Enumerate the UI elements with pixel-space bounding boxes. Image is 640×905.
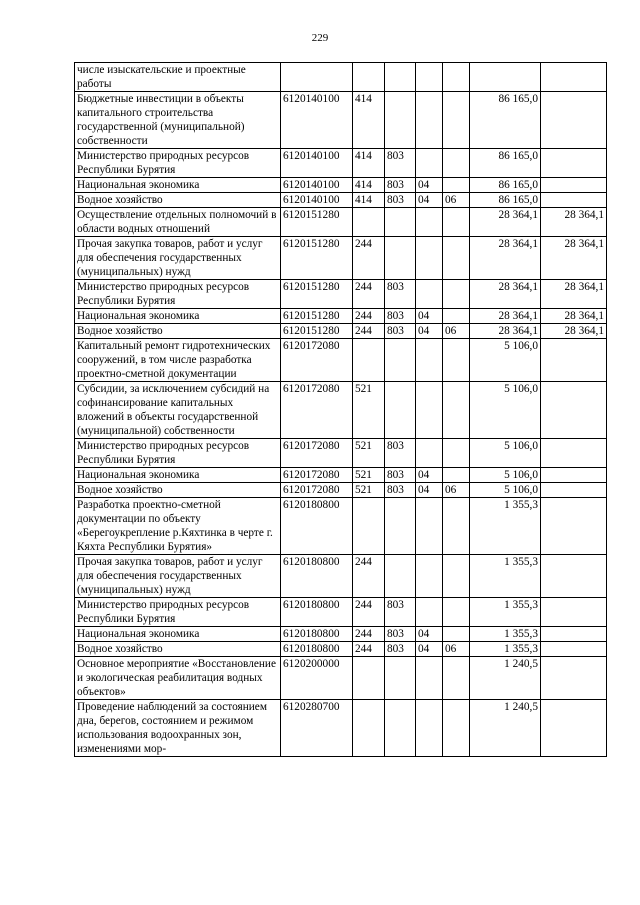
table-row bbox=[75, 324, 607, 339]
table-row bbox=[75, 598, 607, 627]
target-article-cell: 6120180800 bbox=[281, 555, 353, 598]
row-name-cell: Национальная экономика bbox=[75, 468, 281, 483]
row-name-cell: Водное хозяйство bbox=[75, 642, 281, 657]
amount-total-cell: 28 364,1 bbox=[470, 237, 541, 280]
table-row bbox=[75, 483, 607, 498]
amount-total-cell: 1 240,5 bbox=[470, 657, 541, 700]
amount-subvention-cell bbox=[541, 339, 607, 382]
table-row bbox=[75, 468, 607, 483]
table-row bbox=[75, 237, 607, 280]
expense-type-cell: 414 bbox=[353, 193, 385, 208]
expense-type-cell: 521 bbox=[353, 468, 385, 483]
ministry-code-cell bbox=[385, 63, 416, 92]
ministry-code-cell: 803 bbox=[385, 178, 416, 193]
row-name-cell: Водное хозяйство bbox=[75, 324, 281, 339]
amount-subvention-cell bbox=[541, 149, 607, 178]
row-name-cell: Национальная экономика bbox=[75, 627, 281, 642]
amount-subvention-cell bbox=[541, 657, 607, 700]
subsection-cell bbox=[443, 598, 470, 627]
amount-total-cell: 28 364,1 bbox=[470, 208, 541, 237]
ministry-code-cell bbox=[385, 382, 416, 439]
table-row bbox=[75, 193, 607, 208]
amount-subvention-cell bbox=[541, 642, 607, 657]
ministry-code-cell: 803 bbox=[385, 627, 416, 642]
table-row bbox=[75, 149, 607, 178]
row-name-cell: Водное хозяйство bbox=[75, 483, 281, 498]
amount-subvention-cell bbox=[541, 63, 607, 92]
amount-subvention-cell bbox=[541, 178, 607, 193]
subsection-cell bbox=[443, 382, 470, 439]
expense-type-cell bbox=[353, 657, 385, 700]
amount-subvention-cell bbox=[541, 483, 607, 498]
target-article-cell: 6120151280 bbox=[281, 237, 353, 280]
page-number: 229 bbox=[311, 32, 329, 44]
ministry-code-cell bbox=[385, 700, 416, 757]
ministry-code-cell bbox=[385, 339, 416, 382]
ministry-code-cell: 803 bbox=[385, 324, 416, 339]
ministry-code-cell: 803 bbox=[385, 193, 416, 208]
subsection-cell bbox=[443, 339, 470, 382]
target-article-cell: 6120140100 bbox=[281, 92, 353, 149]
amount-subvention-cell: 28 364,1 bbox=[541, 208, 607, 237]
row-name-cell: Разработка проектно-сметной документации по объекту «Берегоукрепление р.Кяхтинка в черте г. Кяхта Республики Бурятия» bbox=[75, 498, 281, 555]
section-cell bbox=[416, 280, 443, 309]
row-name-cell: Субсидии, за исключением субсидий на софинансирование капитальных вложений в объекты государственной (муниципальной) собственности bbox=[75, 382, 281, 439]
amount-subvention-cell bbox=[541, 627, 607, 642]
amount-total-cell: 1 355,3 bbox=[470, 627, 541, 642]
subsection-cell bbox=[443, 657, 470, 700]
section-cell: 04 bbox=[416, 178, 443, 193]
expense-type-cell: 244 bbox=[353, 309, 385, 324]
expense-type-cell: 244 bbox=[353, 237, 385, 280]
target-article-cell: 6120140100 bbox=[281, 178, 353, 193]
ministry-code-cell bbox=[385, 498, 416, 555]
subsection-cell: 06 bbox=[443, 642, 470, 657]
budget-table-body bbox=[75, 63, 607, 757]
target-article-cell: 6120180800 bbox=[281, 598, 353, 627]
expense-type-cell: 521 bbox=[353, 483, 385, 498]
ministry-code-cell: 803 bbox=[385, 439, 416, 468]
amount-subvention-cell bbox=[541, 555, 607, 598]
table-row bbox=[75, 627, 607, 642]
target-article-cell: 6120172080 bbox=[281, 382, 353, 439]
subsection-cell bbox=[443, 92, 470, 149]
budget-table bbox=[74, 62, 607, 757]
section-cell: 04 bbox=[416, 642, 443, 657]
amount-total-cell: 28 364,1 bbox=[470, 324, 541, 339]
section-cell bbox=[416, 657, 443, 700]
amount-subvention-cell bbox=[541, 382, 607, 439]
amount-total-cell: 86 165,0 bbox=[470, 193, 541, 208]
row-name-cell: Министерство природных ресурсов Республики Бурятия bbox=[75, 598, 281, 627]
subsection-cell bbox=[443, 237, 470, 280]
amount-total-cell: 86 165,0 bbox=[470, 149, 541, 178]
amount-total-cell: 1 355,3 bbox=[470, 598, 541, 627]
subsection-cell: 06 bbox=[443, 193, 470, 208]
ministry-code-cell bbox=[385, 237, 416, 280]
ministry-code-cell bbox=[385, 92, 416, 149]
expense-type-cell: 244 bbox=[353, 555, 385, 598]
row-name-cell: Бюджетные инвестиции в объекты капитального строительства государственной (муниципальной) собственности bbox=[75, 92, 281, 149]
section-cell bbox=[416, 700, 443, 757]
amount-total-cell: 1 355,3 bbox=[470, 555, 541, 598]
section-cell: 04 bbox=[416, 627, 443, 642]
subsection-cell bbox=[443, 63, 470, 92]
target-article-cell: 6120172080 bbox=[281, 483, 353, 498]
subsection-cell bbox=[443, 627, 470, 642]
row-name-cell: Министерство природных ресурсов Республики Бурятия bbox=[75, 149, 281, 178]
subsection-cell bbox=[443, 468, 470, 483]
row-name-cell: Национальная экономика bbox=[75, 178, 281, 193]
table-row bbox=[75, 657, 607, 700]
table-row bbox=[75, 339, 607, 382]
section-cell bbox=[416, 63, 443, 92]
subsection-cell bbox=[443, 208, 470, 237]
table-row bbox=[75, 700, 607, 757]
section-cell bbox=[416, 382, 443, 439]
amount-subvention-cell bbox=[541, 193, 607, 208]
amount-subvention-cell bbox=[541, 468, 607, 483]
expense-type-cell: 244 bbox=[353, 627, 385, 642]
ministry-code-cell: 803 bbox=[385, 598, 416, 627]
expense-type-cell: 244 bbox=[353, 642, 385, 657]
target-article-cell: 6120200000 bbox=[281, 657, 353, 700]
section-cell bbox=[416, 598, 443, 627]
amount-subvention-cell bbox=[541, 92, 607, 149]
section-cell: 04 bbox=[416, 324, 443, 339]
expense-type-cell: 244 bbox=[353, 280, 385, 309]
row-name-cell: Основное мероприятие «Восстановление и экологическая реабилитация водных объектов» bbox=[75, 657, 281, 700]
target-article-cell: 6120140100 bbox=[281, 149, 353, 178]
section-cell bbox=[416, 439, 443, 468]
expense-type-cell: 521 bbox=[353, 439, 385, 468]
amount-total-cell bbox=[470, 63, 541, 92]
ministry-code-cell: 803 bbox=[385, 642, 416, 657]
expense-type-cell: 244 bbox=[353, 324, 385, 339]
expense-type-cell bbox=[353, 700, 385, 757]
amount-total-cell: 1 355,3 bbox=[470, 642, 541, 657]
amount-total-cell: 5 106,0 bbox=[470, 439, 541, 468]
target-article-cell: 6120151280 bbox=[281, 280, 353, 309]
amount-subvention-cell: 28 364,1 bbox=[541, 324, 607, 339]
amount-subvention-cell bbox=[541, 598, 607, 627]
target-article-cell: 6120180800 bbox=[281, 642, 353, 657]
ministry-code-cell bbox=[385, 555, 416, 598]
section-cell bbox=[416, 92, 443, 149]
amount-total-cell: 5 106,0 bbox=[470, 339, 541, 382]
table-row bbox=[75, 642, 607, 657]
table-row bbox=[75, 498, 607, 555]
amount-subvention-cell bbox=[541, 439, 607, 468]
expense-type-cell: 521 bbox=[353, 382, 385, 439]
expense-type-cell: 414 bbox=[353, 149, 385, 178]
amount-total-cell: 1 355,3 bbox=[470, 498, 541, 555]
row-name-cell: Водное хозяйство bbox=[75, 193, 281, 208]
row-name-cell: Национальная экономика bbox=[75, 309, 281, 324]
amount-subvention-cell: 28 364,1 bbox=[541, 309, 607, 324]
row-name-cell: Министерство природных ресурсов Республики Бурятия bbox=[75, 439, 281, 468]
table-row bbox=[75, 555, 607, 598]
section-cell bbox=[416, 208, 443, 237]
subsection-cell: 06 bbox=[443, 483, 470, 498]
subsection-cell bbox=[443, 178, 470, 193]
target-article-cell: 6120172080 bbox=[281, 339, 353, 382]
target-article-cell bbox=[281, 63, 353, 92]
row-name-cell: Проведение наблюдений за состоянием дна, берегов, состоянием и режимом использования водоохранных зон, изменениями мор- bbox=[75, 700, 281, 757]
target-article-cell: 6120180800 bbox=[281, 498, 353, 555]
expense-type-cell: 244 bbox=[353, 598, 385, 627]
target-article-cell: 6120280700 bbox=[281, 700, 353, 757]
amount-subvention-cell bbox=[541, 700, 607, 757]
section-cell bbox=[416, 498, 443, 555]
amount-total-cell: 5 106,0 bbox=[470, 468, 541, 483]
expense-type-cell bbox=[353, 339, 385, 382]
subsection-cell bbox=[443, 149, 470, 178]
ministry-code-cell: 803 bbox=[385, 483, 416, 498]
ministry-code-cell: 803 bbox=[385, 149, 416, 178]
target-article-cell: 6120172080 bbox=[281, 468, 353, 483]
row-name-cell: числе изыскательские и проектные работы bbox=[75, 63, 281, 92]
table-row bbox=[75, 439, 607, 468]
expense-type-cell bbox=[353, 63, 385, 92]
target-article-cell: 6120151280 bbox=[281, 208, 353, 237]
section-cell bbox=[416, 149, 443, 178]
subsection-cell bbox=[443, 700, 470, 757]
subsection-cell bbox=[443, 555, 470, 598]
target-article-cell: 6120140100 bbox=[281, 193, 353, 208]
section-cell: 04 bbox=[416, 468, 443, 483]
section-cell: 04 bbox=[416, 309, 443, 324]
target-article-cell: 6120151280 bbox=[281, 324, 353, 339]
amount-subvention-cell bbox=[541, 498, 607, 555]
subsection-cell bbox=[443, 280, 470, 309]
subsection-cell bbox=[443, 439, 470, 468]
ministry-code-cell: 803 bbox=[385, 280, 416, 309]
row-name-cell: Осуществление отдельных полномочий в области водных отношений bbox=[75, 208, 281, 237]
table-row bbox=[75, 178, 607, 193]
table-row bbox=[75, 309, 607, 324]
amount-subvention-cell: 28 364,1 bbox=[541, 280, 607, 309]
amount-total-cell: 28 364,1 bbox=[470, 309, 541, 324]
amount-total-cell: 86 165,0 bbox=[470, 178, 541, 193]
amount-total-cell: 28 364,1 bbox=[470, 280, 541, 309]
amount-total-cell: 1 240,5 bbox=[470, 700, 541, 757]
section-cell bbox=[416, 555, 443, 598]
row-name-cell: Прочая закупка товаров, работ и услуг для обеспечения государственных (муниципальных) нужд bbox=[75, 555, 281, 598]
section-cell bbox=[416, 237, 443, 280]
ministry-code-cell bbox=[385, 208, 416, 237]
amount-subvention-cell: 28 364,1 bbox=[541, 237, 607, 280]
table-row bbox=[75, 208, 607, 237]
amount-total-cell: 5 106,0 bbox=[470, 483, 541, 498]
target-article-cell: 6120180800 bbox=[281, 627, 353, 642]
section-cell: 04 bbox=[416, 193, 443, 208]
ministry-code-cell bbox=[385, 657, 416, 700]
expense-type-cell: 414 bbox=[353, 92, 385, 149]
table-row bbox=[75, 92, 607, 149]
table-row bbox=[75, 63, 607, 92]
row-name-cell: Министерство природных ресурсов Республики Бурятия bbox=[75, 280, 281, 309]
section-cell bbox=[416, 339, 443, 382]
expense-type-cell: 414 bbox=[353, 178, 385, 193]
row-name-cell: Прочая закупка товаров, работ и услуг для обеспечения государственных (муниципальных) нужд bbox=[75, 237, 281, 280]
target-article-cell: 6120172080 bbox=[281, 439, 353, 468]
amount-total-cell: 86 165,0 bbox=[470, 92, 541, 149]
table-row bbox=[75, 280, 607, 309]
section-cell: 04 bbox=[416, 483, 443, 498]
target-article-cell: 6120151280 bbox=[281, 309, 353, 324]
expense-type-cell bbox=[353, 208, 385, 237]
subsection-cell: 06 bbox=[443, 324, 470, 339]
amount-total-cell: 5 106,0 bbox=[470, 382, 541, 439]
ministry-code-cell: 803 bbox=[385, 468, 416, 483]
table-row bbox=[75, 382, 607, 439]
ministry-code-cell: 803 bbox=[385, 309, 416, 324]
subsection-cell bbox=[443, 498, 470, 555]
expense-type-cell bbox=[353, 498, 385, 555]
row-name-cell: Капитальный ремонт гидротехнических сооружений, в том числе разработка проектно-сметной документации bbox=[75, 339, 281, 382]
subsection-cell bbox=[443, 309, 470, 324]
